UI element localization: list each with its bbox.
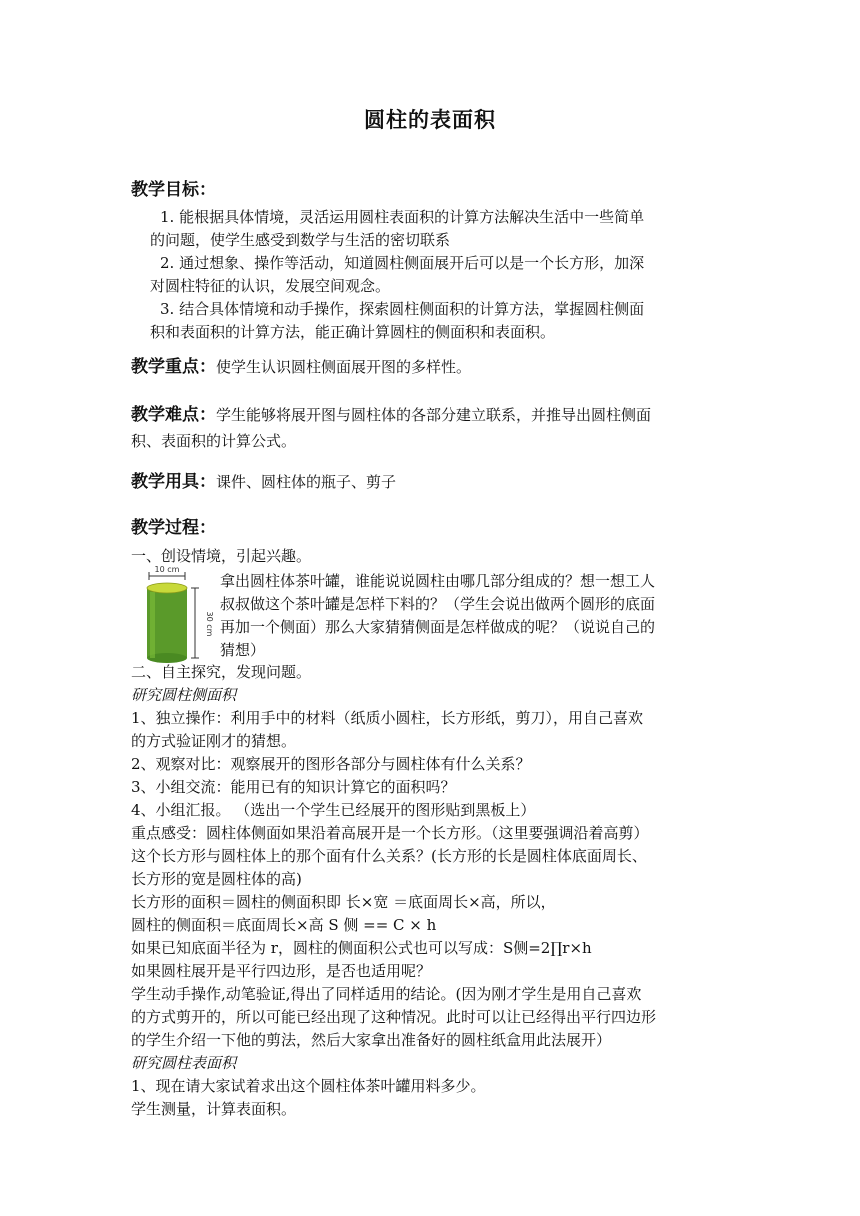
step1-line: 猜想） (220, 641, 266, 659)
process-heading: 教学过程： (131, 518, 216, 538)
body-line: 1、独立操作：利用手中的材料（纸质小圆柱，长方形纸，剪刀），用自己喜欢 (131, 709, 644, 727)
document-title: 圆柱的表面积 (364, 107, 496, 132)
cylinder-icon (141, 562, 219, 664)
tools-text: 课件、圆柱体的瓶子、剪子 (216, 473, 397, 491)
side-dimension-label: 30 cm (205, 611, 214, 637)
body-line: 4、小组汇报。 （选出一个学生已经展开的图形贴到黑板上） (131, 801, 536, 819)
difficulty (131, 400, 651, 425)
cylinder-top (147, 583, 187, 593)
tools (131, 467, 396, 492)
body-line: 学生动手操作,动笔验证,得出了同样适用的结论。(因为刚才学生是用自己喜欢 (131, 985, 642, 1003)
step1-line: 再加一个侧面）那么大家猜猜侧面是怎样做成的呢？（说说自己的 (220, 618, 656, 636)
objective-line: 2. 通过想象、操作等活动，知道圆柱侧面展开后可以是一个长方形，加深 (160, 254, 645, 272)
key-point-text: 使学生认识圆柱侧面展开图的多样性。 (216, 358, 472, 376)
difficulty-label: 教学难点： (131, 405, 216, 425)
body-line: 3、小组交流：能用已有的知识计算它的面积吗？ (131, 778, 456, 796)
top-dimension-label: 10 cm (154, 565, 180, 574)
body-line: 的方式验证刚才的猜想。 (131, 732, 297, 750)
step2-heading: 二、自主探究，发现问题。 (131, 663, 312, 681)
subsection-heading: 研究圆柱侧面积 (131, 686, 237, 704)
difficulty-text-cont: 积、表面积的计算公式。 (131, 432, 297, 450)
body-line: 这个长方形与圆柱体上的那个面有什么关系？(长方形的长是圆柱体底面周长、 (131, 847, 647, 865)
objectives-heading: 教学目标： (131, 180, 216, 200)
objective-line: 对圆柱特征的认识，发展空间观念。 (150, 277, 391, 295)
body-line: 1、现在请大家试着求出这个圆柱体茶叶罐用料多少。 (131, 1077, 486, 1095)
tools-label: 教学用具： (131, 472, 216, 492)
body-line: 重点感受：圆柱体侧面如果沿着高展开是一个长方形。（这里要强调沿着高剪） (131, 824, 649, 842)
objective-line: 的问题，使学生感受到数学与生活的密切联系 (150, 231, 451, 249)
body-line: 长方形的宽是圆柱体的高) (131, 870, 302, 888)
key-point (131, 352, 471, 377)
objective-line: 积和表面积的计算方法，能正确计算圆柱的侧面积和表面积。 (150, 323, 556, 341)
body-line: 的学生介绍一下他的剪法，然后大家拿出准备好的圆柱纸盒用此法展开） (131, 1031, 612, 1049)
objective-line: 3. 结合具体情境和动手操作，探索圆柱侧面积的计算方法，掌握圆柱侧面 (160, 300, 645, 318)
key-point-label: 教学重点： (131, 357, 216, 377)
body-line: 长方形的面积＝圆柱的侧面积即 长×宽 ＝底面周长×高，所以， (131, 893, 556, 911)
body-line: 2、观察对比：观察展开的图形各部分与圆柱体有什么关系？ (131, 755, 531, 773)
step1-line: 叔叔做这个茶叶罐是怎样下料的？（学生会说出做两个圆形的底面 (220, 595, 656, 613)
step1-heading: 一、创设情境，引起兴趣。 (131, 547, 312, 565)
body-line: 的方式剪开的，所以可能已经出现了这种情况。此时可以让已经得出平行四边形 (131, 1008, 657, 1026)
body-line: 学生测量，计算表面积。 (131, 1100, 297, 1118)
difficulty-text: 学生能够将展开图与圆柱体的各部分建立联系，并推导出圆柱侧面 (216, 406, 652, 424)
subsection-heading: 研究圆柱表面积 (131, 1054, 237, 1072)
cylinder-figure (141, 562, 219, 664)
step1-line: 拿出圆柱体茶叶罐，谁能说说圆柱由哪几部分组成的？想一想工人 (220, 572, 656, 590)
objective-line: 1. 能根据具体情境，灵活运用圆柱表面积的计算方法解决生活中一些简单 (160, 208, 645, 226)
body-line: 如果圆柱展开是平行四边形，是否也适用呢？ (131, 962, 432, 980)
body-line: 圆柱的侧面积＝底面周长×高 S 侧 == C × h (131, 916, 437, 934)
body-line: 如果已知底面半径为 r，圆柱的侧面积公式也可以写成：S侧=2∏r×h (131, 939, 592, 957)
